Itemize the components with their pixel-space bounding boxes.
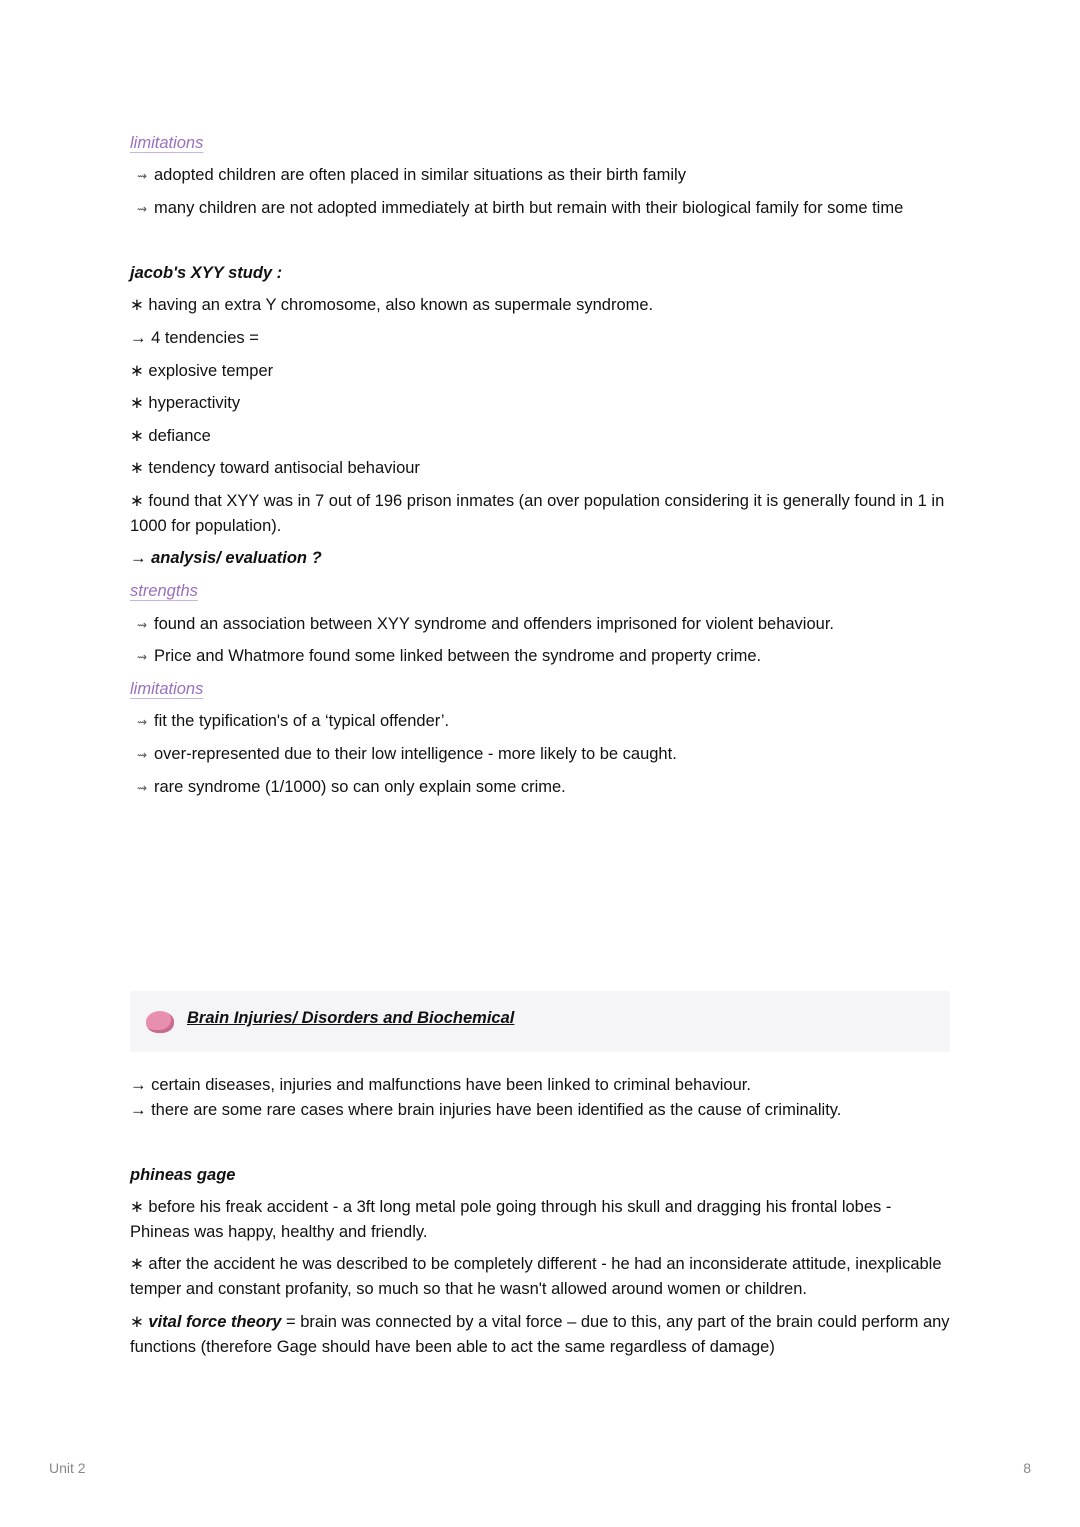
list-text: over-represented due to their low intelligence - more likely to be caught.: [154, 745, 677, 763]
squiggle-arrow-icon: ⇝: [136, 748, 148, 762]
strengths-label: strengths: [130, 582, 198, 600]
footer-unit: Unit 2: [49, 1460, 86, 1476]
line: ∗ hyperactivity: [130, 394, 241, 412]
list-item: [130, 163, 950, 189]
line: ∗ before his freak accident - a 3ft long metal pole going through his skull and dragging his frontal lobes - Phineas was happy, healthy and friendly.: [130, 1198, 892, 1241]
squiggle-arrow-icon: ⇝: [136, 169, 148, 183]
list-text: adopted children are often placed in similar situations as their birth family: [154, 166, 686, 184]
line: ∗ having an extra Y chromosome, also known as supermale syndrome.: [130, 296, 654, 314]
analysis-text: analysis/ evaluation ?: [151, 549, 322, 567]
callout-title: Brain Injuries/ Disorders and Biochemical: [187, 1009, 515, 1027]
list-item: [130, 775, 950, 801]
line: → certain diseases, injuries and malfunctions have been linked to criminal behaviour.: [130, 1076, 751, 1094]
page-number: 8: [1023, 1460, 1031, 1476]
line: [130, 1310, 950, 1359]
list-item: [130, 709, 950, 735]
squiggle-arrow-icon: ⇝: [136, 715, 148, 729]
xyy-heading: jacob's XYY study :: [130, 264, 283, 282]
line: ∗ found that XYY was in 7 out of 196 prison inmates (an over population considering it is generally found in 1 in 1000 for population).: [130, 492, 945, 535]
squiggle-arrow-icon: ⇝: [136, 202, 148, 216]
gage-heading: phineas gage: [130, 1166, 236, 1184]
bullet: ∗: [130, 1313, 149, 1331]
definition: = brain was connected by a vital force – due to this, any part of the brain could perform any functions (therefore Gage should have been able to act the same regardless of damage): [130, 1313, 950, 1356]
arrow: →: [130, 549, 152, 567]
line: ∗ after the accident he was described to be completely different - he had an inconsiderate attitude, inexplicable temper and constant profanity, so much so that he wasn't allowed around women or children.: [130, 1255, 942, 1298]
line: ∗ explosive temper: [130, 362, 274, 380]
squiggle-arrow-icon: ⇝: [136, 618, 148, 632]
brain-icon: [146, 1011, 174, 1033]
list-text: found an association between XYY syndrome and offenders imprisoned for violent behaviour.: [154, 615, 834, 633]
limitations-heading: [130, 677, 950, 702]
limitations-heading: [130, 131, 950, 156]
list-item: [130, 644, 950, 670]
term: vital force theory: [148, 1313, 282, 1331]
limitations-label: limitations: [130, 680, 204, 698]
line: → 4 tendencies =: [130, 329, 259, 347]
limitations-label: limitations: [130, 134, 204, 152]
squiggle-arrow-icon: ⇝: [136, 650, 148, 664]
list-item: [130, 196, 950, 222]
list-text: rare syndrome (1/1000) so can only explain some crime.: [154, 778, 566, 796]
list-text: Price and Whatmore found some linked between the syndrome and property crime.: [154, 647, 762, 665]
strengths-heading: [130, 579, 950, 604]
line: → there are some rare cases where brain injuries have been identified as the cause of criminality.: [130, 1101, 842, 1119]
list-item: [130, 612, 950, 638]
analysis-heading: [130, 546, 950, 571]
list-text: many children are not adopted immediately at birth but remain with their biological family for some time: [154, 199, 904, 217]
line: ∗ defiance: [130, 427, 211, 445]
squiggle-arrow-icon: ⇝: [136, 781, 148, 795]
list-item: [130, 742, 950, 768]
list-text: fit the typification's of a ‘typical offender’.: [154, 712, 450, 730]
line: ∗ tendency toward antisocial behaviour: [130, 459, 420, 477]
section-callout: [130, 991, 950, 1052]
